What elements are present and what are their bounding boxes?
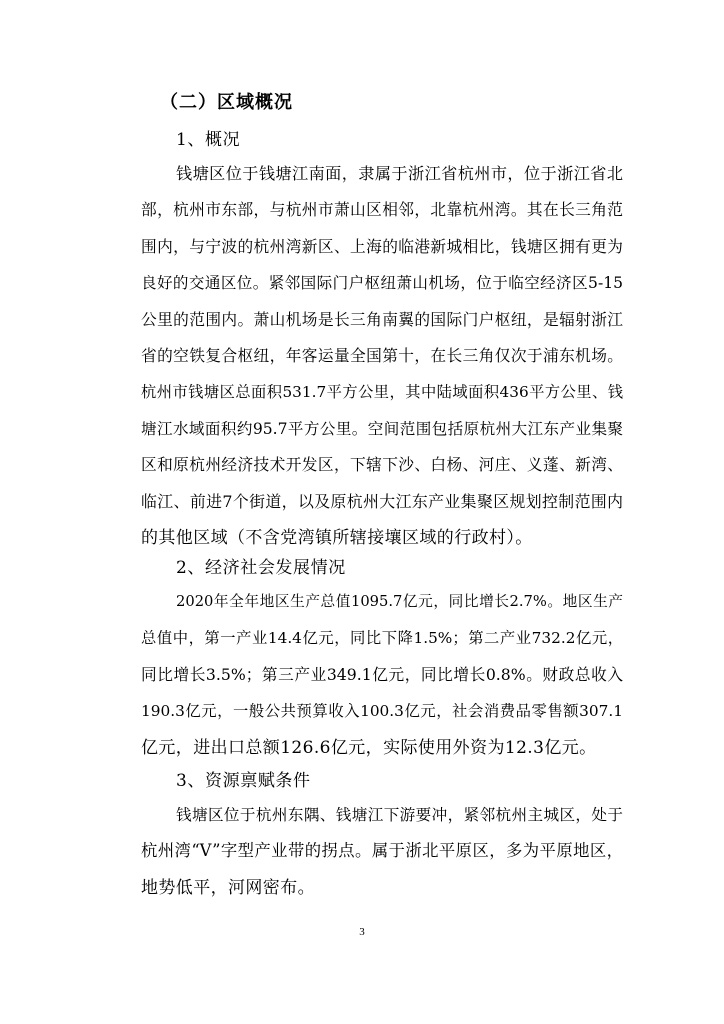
- text-line: 总值中，第一产业14.4亿元，同比下降1.5%；第二产业732.2亿元，: [141, 629, 623, 648]
- text-line: 同比增长3.5%；第三产业349.1亿元，同比增长0.8%。财政总收入: [141, 664, 623, 684]
- text-line: 2020年全年地区生产总值1095.7亿元，同比增长2.7%。地区生产: [176, 593, 623, 610]
- text-line: 杭州市钱塘区总面积531.7平方公里，其中陆域面积436平方公里、钱: [141, 383, 623, 402]
- text-line: 190.3亿元，一般公共预算收入100.3亿元，社会消费品零售额307.1: [141, 702, 623, 721]
- text-line: 部，杭州市东部，与杭州市萧山区相邻，北靠杭州湾。其在长三角范: [141, 200, 623, 220]
- section-heading: （二）区域概况: [160, 92, 293, 113]
- text-line: 塘江水域面积约95.7平方公里。空间范围包括原杭州大江东产业集聚: [141, 419, 623, 438]
- text-line: 地势低平，河网密布。: [141, 877, 315, 898]
- text-line: 的其他区域（不含党湾镇所辖接壤区域的行政村）。: [141, 528, 533, 549]
- paragraph-economy: [141, 584, 623, 766]
- text-line: 良好的交通区位。紧邻国际门户枢纽萧山机场，位于临空经济区5-15: [141, 274, 623, 293]
- text-line: 围内，与宁波的杭州湾新区、上海的临港新城相比，钱塘区拥有更为: [141, 236, 623, 256]
- paragraph-overview: [141, 156, 623, 556]
- subheading-overview: 1、概况: [176, 130, 241, 150]
- text-line: 区和原杭州经济技术开发区，下辖下沙、白杨、河庄、义蓬、新湾、: [141, 455, 623, 475]
- text-line: 亿元，进出口总额126.6亿元，实际使用外资为12.3亿元。: [141, 737, 597, 758]
- page-number: 3: [359, 926, 365, 938]
- subheading-economy: 2、经济社会发展情况: [176, 558, 346, 578]
- paragraph-resources: [141, 797, 623, 906]
- text-line: 公里的范围内。萧山机场是长三角南翼的国际门户枢纽，是辐射浙江: [141, 309, 623, 329]
- text-line: 钱塘区位于钱塘江南面，隶属于浙江省杭州市，位于浙江省北: [176, 164, 623, 183]
- text-line: 杭州湾“V”字型产业带的拐点。属于浙北平原区，多为平原地区，: [141, 841, 623, 861]
- text-line: 省的空铁复合枢纽，年客运量全国第十，在长三角仅次于浦东机场。: [141, 346, 623, 366]
- subheading-resources: 3、资源禀赋条件: [176, 771, 311, 791]
- text-line: 钱塘区位于杭州东隅、钱塘江下游要冲，紧邻杭州主城区，处于: [176, 806, 623, 824]
- text-line: 临江、前进7个街道，以及原杭州大江东产业集聚区规划控制范围内: [141, 491, 623, 511]
